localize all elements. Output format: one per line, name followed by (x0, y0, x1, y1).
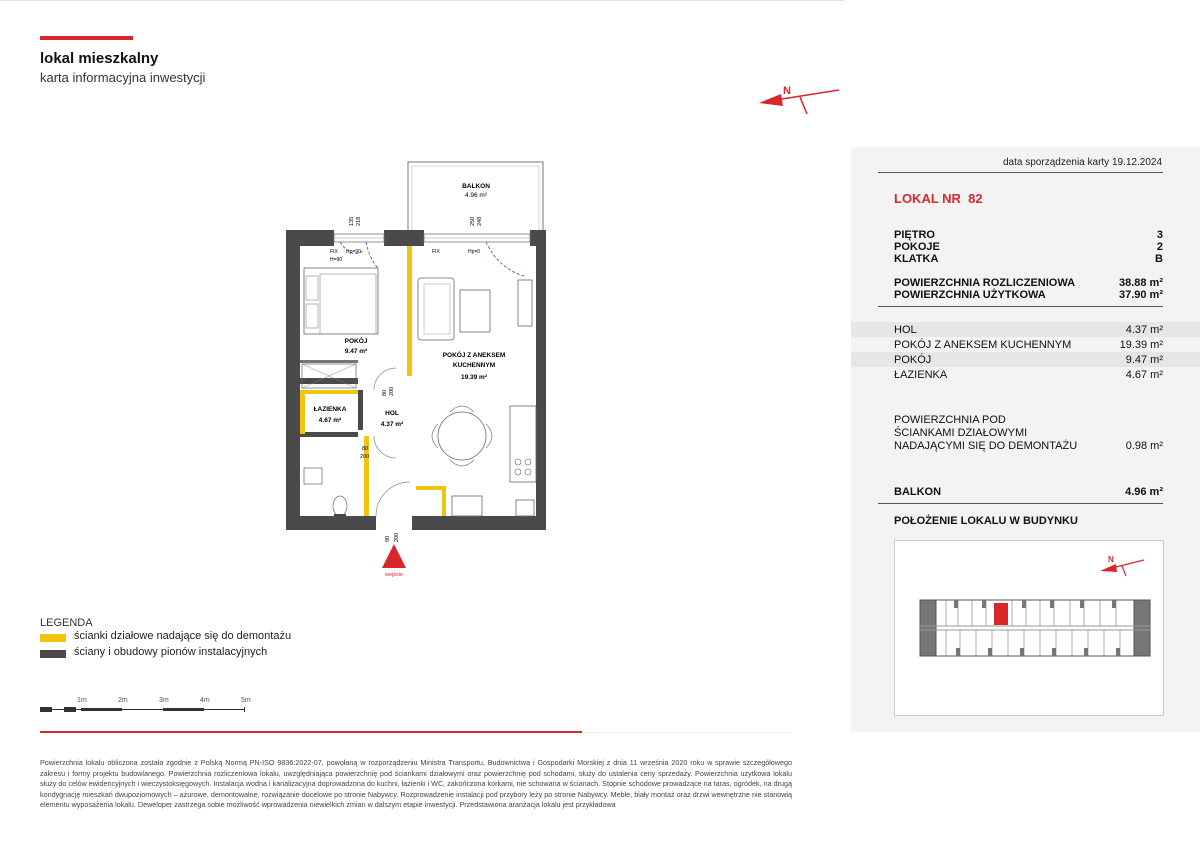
partition-label-3: NADAJĄCYMI SIĘ DO DEMONTAŻU (894, 440, 1078, 452)
plan-fix-a: FIX (330, 249, 338, 255)
partition-label-1: POWIERZCHNIA POD (894, 414, 1006, 426)
room-row-name: HOL (894, 324, 917, 336)
panel-balcony-label: BALKON (894, 486, 942, 498)
entrance-label: wejście (384, 572, 404, 578)
scale-tick-5m: 5m (241, 697, 251, 704)
plan-hp-b: Hp=0 (468, 249, 481, 255)
plan-hp-a: Hp=90 (346, 249, 361, 255)
scale-tick-4m: 4m (200, 697, 210, 704)
room-row-area: 4.37 m² (1125, 324, 1163, 336)
billing-area-value: 38.88 m² (1118, 277, 1163, 289)
plan-living-label-1: POKÓJ Z ANEKSEM (442, 352, 506, 359)
plan-balcony-area: 4.96 m² (464, 192, 488, 199)
scale-bar (40, 705, 245, 714)
plan-living-area: 19.39 m² (460, 374, 488, 381)
stair-label: KLATKA (894, 253, 939, 265)
plan-door-room-w: 80 (382, 389, 388, 396)
panel-rule-2 (878, 306, 1163, 307)
plan-window2-width: 250 (470, 216, 476, 226)
rooms-label: POKOJE (894, 241, 940, 253)
footer-divider (40, 731, 582, 733)
plan-window1-width: 135 (349, 216, 355, 226)
room-row-name: POKÓJ Z ANEKSEM KUCHENNYM (894, 339, 1072, 351)
plan-window1-height: 218 (356, 216, 362, 226)
legend-item-wall: ściany i obudowy pionów instalacyjnych (74, 646, 268, 658)
room-row-area: 9.47 m² (1125, 354, 1163, 366)
building-key-plan (894, 540, 1164, 716)
floor-label: PIĘTRO (894, 229, 935, 241)
room-row-name: POKÓJ (894, 354, 932, 366)
plan-door-bath-h: 200 (360, 454, 370, 460)
plan-door-room-h: 200 (389, 386, 395, 396)
header-accent-bar (40, 36, 133, 40)
panel-balcony-value: 4.96 m² (1125, 486, 1163, 498)
panel-unit-number: LOKAL NR 82 (894, 191, 983, 206)
partition-label-2: ŚCIANKAMI DZIAŁOWYMI (894, 427, 1028, 439)
partition-value: 0.98 m² (1125, 440, 1163, 452)
plan-room-label: POKÓJ (344, 338, 368, 345)
plan-h90: H=90 (330, 257, 343, 263)
plan-window2-height: 248 (477, 216, 483, 226)
entrance-marker-icon (382, 544, 406, 568)
north-label: N (783, 85, 791, 97)
plan-door-entry-w: 90 (385, 535, 391, 542)
rooms-value: 2 (1156, 241, 1163, 253)
scale-tick-1m: 1m (77, 697, 87, 704)
top-border (0, 0, 845, 1)
legend-title: LEGENDA (40, 617, 93, 629)
plan-hall-label: HOL (385, 410, 399, 417)
plan-hall-area: 4.37 m² (380, 421, 404, 428)
doc-title: lokal mieszkalny (40, 50, 159, 67)
plan-bath-area: 4.67 m² (318, 417, 342, 424)
scale-tick-3m: 3m (159, 697, 169, 704)
floor-value: 3 (1156, 229, 1163, 241)
plan-door-entry-h: 200 (394, 532, 400, 542)
usable-area-value: 37.90 m² (1118, 289, 1163, 301)
location-title: POŁOŻENIE LOKALU W BUDYNKU (894, 515, 1078, 527)
north-arrow-icon (755, 80, 845, 120)
plan-door-bath-w: 80 (362, 446, 369, 452)
doc-subtitle: karta informacyjna inwestycji (40, 70, 206, 85)
scale-tick-2m: 2m (118, 697, 128, 704)
room-row-area: 4.67 m² (1125, 369, 1163, 381)
key-north-label: N (1108, 555, 1114, 564)
panel-top-rule (878, 172, 1163, 173)
stair-value: B (1155, 253, 1163, 265)
usable-area-label: POWIERZCHNIA UŻYTKOWA (894, 289, 1046, 301)
room-row-area: 19.39 m² (1119, 339, 1163, 351)
legend-swatch-wall (40, 650, 66, 658)
billing-area-label: POWIERZCHNIA ROZLICZENIOWA (894, 277, 1076, 289)
footer-divider-light (582, 732, 792, 733)
plan-fix-b: FIX (432, 249, 440, 255)
floor-plan (280, 150, 570, 590)
footnote: Powierzchnia lokalu obliczona została zgodnie z Polską Normą PN-ISO 9836:2022-07, powołaną w rozporządzeniu Ministra Transportu, Budownictwa i Gospodarki Morskiej z dnia 11 września 2020 roku w sprawie szczegółowego zakresu i formy projektu budowlanego. Powierzchnia rozliczeniowa lokalu, uwzględniająca powierzchnię pod ściankami działowymi oraz powierzchnię pod schodami, służy do ustalenia ceny sprzedaży. Powierzchnia użytkowa lokalu służy do celów ewidencyjnych i wieczystoksięgowych. Instalacja wodna i kanalizacyjna doprowadzona do kuchni, łazienki i WC, zakończona korkami, nie schowana w ścianach. Stopnie schodowe prowadzące na taras, ogródek, na drugą kondygnację mieszkań dwupoziomowych – ażurowe, demontowalne, rozwiązanie docelowe po stronie Nabywcy. Rozprowadzenie instalacji pod przybory leży po stronie Nabywcy. Meble, biały montaż oraz drzwi wewnętrzne nie stanowią elementu wyposażenia lokalu. Deweloper zastrzega sobie możliwość wprowadzenia niewielkich zmian w dalszym etapie inwestycji. Przedstawiona aranżacja lokalu jest przykładowa (40, 758, 792, 809)
panel-rule-3 (878, 503, 1163, 504)
panel-date: data sporządzenia karty 19.12.2024 (1003, 157, 1162, 168)
legend-swatch-partition (40, 634, 66, 642)
legend-item-partition: ścianki działowe nadające się do demontażu (74, 630, 292, 642)
plan-room-area: 9.47 m² (344, 348, 368, 355)
room-row-name: ŁAZIENKA (894, 369, 948, 381)
unit-location-highlight (994, 603, 1008, 625)
plan-bath-label: ŁAZIENKA (313, 406, 347, 413)
plan-living-label-2: KUCHENNYM (452, 362, 496, 369)
plan-balcony-label: BALKON (462, 183, 490, 190)
